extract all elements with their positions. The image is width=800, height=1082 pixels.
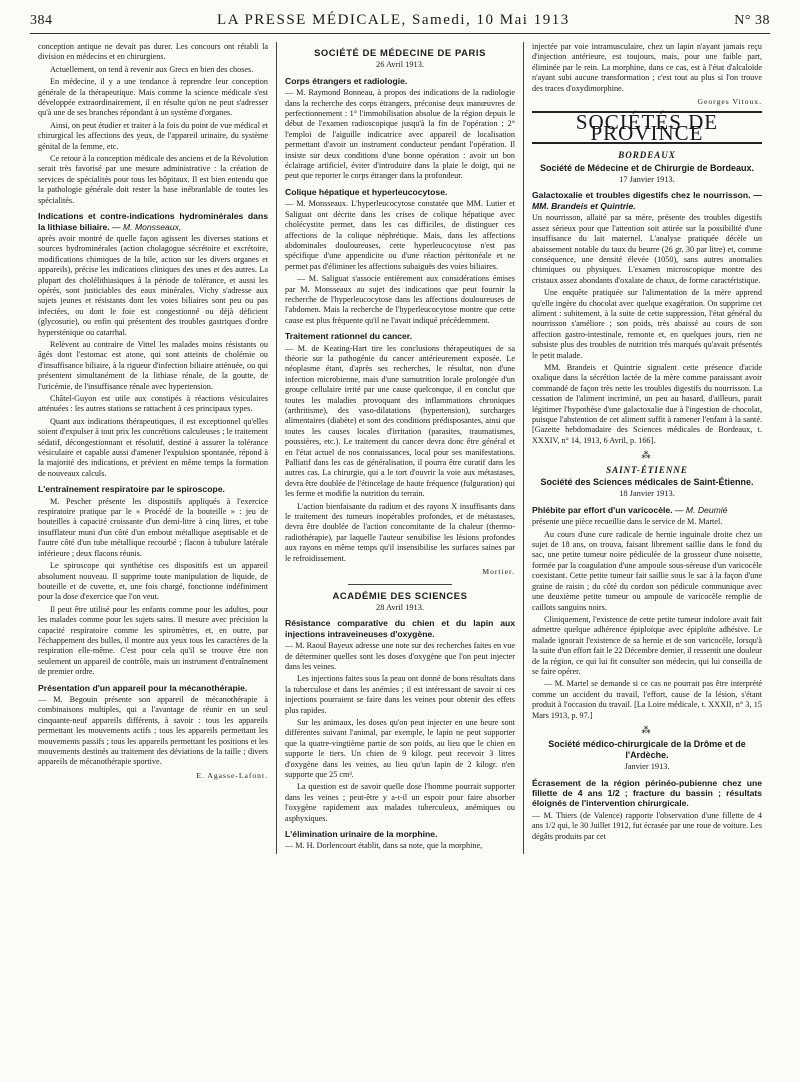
paragraph: Un nourrisson, allaité par sa mère, présente des troubles digestifs assez sérieux pour que l'attention soit attirée sur la possibilité d'une insuffisance du lait maternel. L'analyse pratiquée décèle un abaissement notable du taux du beurre (26 gr. 30 par litre) et, comme conséquence, une densité élevée (1050), sans autres anomalies chimiques ou physiques. L'examen microscopique montre des cristaux assez abondants d'oxalate de chaux, de forme caractéristique. (532, 213, 762, 285)
article-heading: Présentation d'un appareil pour la mécanothérapie. (38, 682, 248, 693)
author-signature: E. Agasse-Lafont. (196, 770, 268, 780)
section-heading: SOCIÉTÉ DE MÉDECINE DE PARIS (314, 47, 486, 58)
author-signature: Georges Vitoux. (697, 97, 762, 107)
divider (348, 584, 452, 585)
article-heading: Traitement rationnel du cancer. (285, 331, 413, 342)
paragraph: Quant aux indications thérapeutiques, il est exceptionnel qu'elles soient d'expulser à tout prix les concrétions calculeuses ; le traitement sédatif, décongestionnant et résolutif, destiné à assurer la tolérance vésiculaire et capable aussi d'amener l'expulsion spontanée, répond à la majorité des indications, et prévient en même temps la formation de nouveaux calculs. (38, 416, 268, 478)
page-number: 384 (30, 13, 53, 28)
city-heading: SAINT-ÉTIENNE (606, 464, 688, 475)
section-date: 26 Avril 1913. (376, 60, 424, 70)
paragraph: Cliniquement, l'existence de cette petite tumeur indolore avait fait admettre quelque adhérence épiploïque avec épiploïte adhésive. Le malade ignorait l'existence de sa hernie et de son varicocèle, lorsqu'à la suite d'un effort fait le 22 Décembre dernier, il ressentit une douleur de la région, ce qui lui fit consulter son médecin, qui lui conseilla de se faire opérer. (532, 614, 762, 676)
column-1 (30, 42, 276, 854)
asterism-divider: ⁂ (641, 724, 653, 735)
paragraph: présente une pièce recueillie dans le service de M. Martel. (532, 517, 723, 527)
society-heading: Société médico-chirurgicale de la Drôme et de l'Ardèche. (548, 739, 746, 760)
section-heading: ACADÉMIE DES SCIENCES (332, 589, 468, 601)
article-heading: L'élimination urinaire de la morphine. (285, 829, 438, 840)
paragraph: Au cours d'une cure radicale de hernie inguinale droite chez un sujet de 18 ans, on trouva, faisant librement saillie dans le fond du sac, une petite tumeur noire pédiculée de la grosseur d'une noisette, formée par la coagulation d'une ampoule sous-séreuse d'un varicocèle coexistant. Cette petite tumeur fait saillie sous le sac à la façon d'une graine de raisin ; du côté du cordon son pédicule communique avec une deuxième petite tumeur ou ampoule de varicocèle remplie de caillots sanguins noirs. (532, 529, 762, 612)
article-heading: Résistance comparative du chien et du lapin aux injections intraveineuses d'oxygène. (285, 618, 515, 639)
city-heading: BORDEAUX (618, 150, 676, 161)
paragraph: — M. Martel se demande si ce cas ne pourrait pas être interprété comme un accident du travail, l'effort, cause de la lésion, s'étant produit à l'occasion du travail. [La Loire médicale, t. XXXII, n° 3, 15 Mars 1913, p. 97.] (532, 679, 762, 720)
paragraph: — M. Begouin présente son appareil de mécanothérapie à combinaisons multiples, qui a l'avantage de réunir en un seul cinquante-neuf appareils différents, à savoir : tous les appareils permettant les mouvements actifs ; tous les appareils permettant les mouvements passifs ; tous les appareils permettant les positions et les mouvements destinés au traitement des déviations de la taille ; divers appareils de mécanothérapie sportive. (38, 694, 268, 767)
paragraph: Le spiroscope qui synthétise ces dispositifs est un appareil absolument nouveau. Il supprime toute manipulation de liquide, de bouteille et de cuvette, et, une fois chargé, fonctionne indéfiniment pour la dose d'exercice que l'on veut. (38, 561, 268, 602)
society-heading: Société de Médecine et de Chirurgie de Bordeaux. (539, 162, 755, 173)
paragraph: après avoir montré de quelle façon agissent les diverses stations et sources hydrominérales (action cholagogue sécrétoire et excrétoire, modifications chimiques de la bile, action sur les divers organes et appareils), précise les indications cliniques des unes et des autres. La plupart des cholélithiasiques à la période de tolérance, et aussi les opérés, sont justiciables des eaux minérales. Vichy s'adresse aux sujets jeunes et résistants dont les voies biliaires sont peu ou pas infectées, ou dont le foie est congestionné ou déjà déficient (glycosurie), ou enfin qui présentent des troubles gastriques d'ordre hypersténique ou catarrhal. (38, 233, 268, 337)
article-heading: Indications et contre-indications hydrominérales dans la lithiase biliaire. — M. Monsseaux, (38, 211, 268, 232)
paragraph: — M. Raoul Bayeux adresse une note sur des recherches faites en vue de déterminer quelles sont les doses d'oxygène que l'on peut injecter dans les veines. (285, 641, 515, 671)
society-heading: Société des Sciences médicales de Saint-Étienne. (540, 477, 754, 488)
paragraph: Une enquête pratiquée sur l'alimentation de la mère apprend qu'elle ingère du chocolat avec quelque exagération. On supprime cet aliment : subitement, à la suite de cette suppression, l'état général du nourrisson s'améliore ; son poids, très abaissé au cours de son affection gastro-intestinale, remonte et, en quelques jours, rien ne subsiste plus des troubles de nutrition très marqués qu'avait présentés le petit malade. (532, 288, 762, 360)
paragraph: MM. Brandeis et Quintrie signalent cette présence d'acide oxalique dans la sécrétion lactée de la mère comme paraissant avoir commandé de façon très nette les troubles digestifs du nourrisson. La cessation de l'aliment incriminé, un peu au hasard, d'ailleurs, parait légitimer l'hypothèse d'une galactoxalie due à l'ingestion de chocolat, puisque l'abstention de cet aliment suffit à ramener l'enfant à la santé. [Gazette hebdomadaire des Sciences médicales de Bordeaux, t. XXXIV, n° 14, 1913, 6 Avril, p. 166]. (532, 362, 762, 445)
article-heading: Corps étrangers et radiologie. (285, 75, 408, 86)
paragraph: Les injections faites sous la peau ont donné de bons résultats dans la tuberculose et dans les anémies ; il est intéressant de savoir si ces injections pourraient se faire dans les veines pour obtenir des effets plus rapides. (285, 674, 515, 715)
issue-number: N° 38 (734, 13, 770, 28)
paragraph: En médecine, il y a une tendance à reprendre leur conception générale de la thérapeutique. Mais comme la science médicale s'est développée extraordinairement, il en résulte qu'on ne peut s'adresser qu'à une de ses branches répondant à un système d'organes. (38, 77, 268, 118)
asterism-divider: ⁂ (641, 450, 653, 461)
paragraph: — M. H. Dorlencourt établit, dans sa note, que la morphine, (285, 841, 483, 851)
paragraph: Sur les animaux, les doses qu'on peut injecter en une heure sont différentes suivant l'animal, par exemple, le lapin ne peut supporter que la quatre-vingtième partie de son poids, au lieu que le chien en supporte le tiers. Un chien de 9 kilogr. peut recevoir 3 litres d'oxygène dans les veines, au lieu qu'un lapin de 2 kilogr. n'en supporte que 25 cm³. (285, 717, 515, 779)
paragraph: — M. Raymond Bonneau, à propos des indications de la radiologie dans la recherche des corps étrangers, préconise deux manœuvres de perfectionnement : 1° l'immobilisation absolue de la région depuis le début de l'examen radioscopique jusqu'à la fin de l'opération ; 2° l'emploi de l'aiguille indicatrice avec appareil de localisation permettant d'avoir un instrument conducteur pendant l'opération. Il insiste sur deux conditions d'une bonne opération : avoir un bon éclairage artificiel, éviter d'introduire dans la plaie le doigt, qui ne peut que reporter le corps étranger dans la profondeur. (285, 88, 515, 181)
paragraph: La question est de savoir quelle dose l'homme pourrait supporter dans les veines ; peut-être y a-t-il un espoir pour faire absorber l'oxygène rapidement aux malades tuberculeux, anémiques ou asphyxiques. (285, 782, 515, 823)
paragraph: Ce retour à la conception médicale des anciens et de la Révolution serait très favorisé par une mesure administrative : la création de services de spécialités pour tous les hôpitaux. Il est bien entendu que la pathologie générale doit rester la base inébranlable de toutes les spécialités. (38, 154, 268, 205)
article-heading: L'entraînement respiratoire par le spiroscope. (38, 484, 225, 495)
columns (30, 42, 770, 854)
section-date: Janvier 1913. (624, 762, 670, 772)
article-heading: Colique hépatique et hyperleucocytose. (285, 186, 448, 197)
running-header (30, 12, 770, 34)
paragraph: injectée par voie intramusculaire, chez un lapin n'ayant jamais reçu d'injection antérieure, est toujours, mais, pour une faible part, éliminée par le rein. La morphine, dans ce cas, est à l'état d'alcaloïde n'ayant subi aucune transformation ; c'est tout au plus si l'on trouve des traces d'oxydimorphine. (532, 42, 762, 93)
paragraph: L'action bienfaisante du radium et des rayons X insuffisants dans le traitement des tumeurs inopérables profondes, et de métastases, devra être doublée de l'action concomitante de la chaleur (thermo-radiothérapie), par laquelle l'auteur sensibilise les lésions profondes aux rayons en même temps qu'il insensibilise les surfaces saines par le refroidissement. (285, 501, 515, 563)
paragraph: Actuellement, on tend à revenir aux Grecs en bien des choses. (50, 64, 254, 74)
publication-title: LA PRESSE MÉDICALE, Samedi, 10 Mai 1913 (217, 12, 570, 28)
column-3 (523, 42, 770, 854)
paragraph: — M. Saliguat s'associe entièrement aux considérations émises par M. Monsseaux au sujet des indications que peut fournir la recherche de l'hyperleucocytose dans les affections douloureuses de l'abdomen. Mais la recherche de l'hyperleucocytose montre que cette cause est plus fréquente qu'il ne l'avait indiqué précédemment. (285, 274, 515, 325)
paragraph: conception antique ne devait pas durer. Les concours ont rétabli la division en médecins et en chirurgiens. (38, 42, 268, 62)
paragraph: Relèvent au contraire de Vittel les malades moins résistants ou âgés dont l'estomac est atone, qui sont atteints de cholémie ou d'insuffisance biliaire, à la rigueur d'infection biliaire atténuée, ou qui présentent simultanément de la lithiase rénale, de la goutte, de l'uricémie, de l'insuffisance rénale avec hypertension. (38, 339, 268, 391)
article-heading: Écrasement de la région périnéo-pubienne chez une fillette de 4 ans 1/2 ; fracture du bassin ; résultats éloignés de l'intervention chirurgicale. (532, 777, 762, 809)
section-date: 18 Janvier 1913. (619, 489, 675, 499)
section-date: 28 Avril 1913. (376, 602, 424, 612)
paragraph: Châtel-Guyon est utile aux constipés à réactions vésiculaires atténuées : les autres stations se rattachent à ces principaux types. (38, 394, 268, 414)
paragraph: M. Pescher présente les dispositifs appliqués à l'exercice respiratoire pratique par le « Procédé de la bouteille » : jeu de bouteilles à capacité croissante d'un demi-litre à cinq litres, et tube insufflateur muni d'un côté d'un embout métallique aseptisable et de l'autre côté d'un tube métallique recourbé ; flacon à tubulure latérale inférieure ; deux flacons réunis. (38, 496, 268, 558)
paragraph: — M. de Keating-Hart tire les conclusions thérapeutiques de sa théorie sur la pathogénie du cancer antérieurement exposée. Le néoplasme étant, d'après ses recherches, le résultat, non d'une infection microbienne, mais d'une surnutrition locale prolongée d'un groupe cellulaire irrité par une cause quelconque, il en conclut que toutes les maladies provoquant des inflammations chroniques (arthritisme), des vaso-dilatations (hypertension), surcharges alimentaires (diabète) et sont des conditions prédisposantes, ainsi que toutes les causes locales d'irritation (parasites, traumatismes, poussières, etc.). Le traitement du cancer devra donc être général et en l'état actuel de nos connaissances, local pour ses manifestations. Palliatif dans les cas de généralisation, il pourra être curatif dans les autres cas. La chirurgie, qui a le tort d'ouvrir la voie aux métastases, devra être doublée de l'étincelage de haute fréquence (fulguration) qui les ferme et modifie la nutrition du terrain. (285, 343, 515, 499)
section-date: 17 Janvier 1913. (619, 175, 675, 185)
column-2 (276, 42, 523, 854)
paragraph: Ainsi, on peut étudier et traiter à la fois du point de vue médical et chirurgical les affections des yeux, de l'appareil urinaire, du système génital de la femme, etc. (38, 120, 268, 151)
author-signature: Mortier. (482, 567, 515, 577)
paragraph: — M. Thiers (de Valence) rapporte l'observation d'une fillette de 4 ans 1/2 qui, le 30 Juillet 1912, fut écrasée par une roue de voiture. Les dégâts produits par cet (532, 810, 762, 841)
article-heading: Galactoxalie et troubles digestifs chez le nourrisson. — MM. Brandeis et Quintrie. (532, 190, 762, 211)
section-banner-title: SOCIÉTÉS DE PROVINCE (532, 111, 762, 144)
paragraph: Il peut être utilisé pour les enfants comme pour les adultes, pour les malades comme pour les sujets sains. Il mesure avec précision la capacité respiratoire comme les spiromètres, et, en outre, par l'échappement des bulles, il montre aux yeux tous les caractères de la respiration elle-même. C'est pour cela qu'il se trouve être non seulement un appareil de contrôle, mais un instrument d'entraînement de premier ordre. (38, 604, 268, 677)
article-heading: Phlébite par effort d'un varicocèle. — M. Deumié (532, 504, 728, 515)
paragraph: — M. Monsseaux. L'hyperleucocytose constatée que MM. Lutier et Saliguat ont décrite dans les crises de colique hépatique avec cholécystite permet, dans les cas difficiles, de distinguer ces affections de la colique néphrétique. Mais, dans les affections abdominales douloureuses, cette hyperleucocytose n'est pas spécifique d'une appendicite ou d'une réaction péritonéale et ne permet pas d'éliminer les affections subaiguës des voies biliaires. (285, 199, 515, 271)
